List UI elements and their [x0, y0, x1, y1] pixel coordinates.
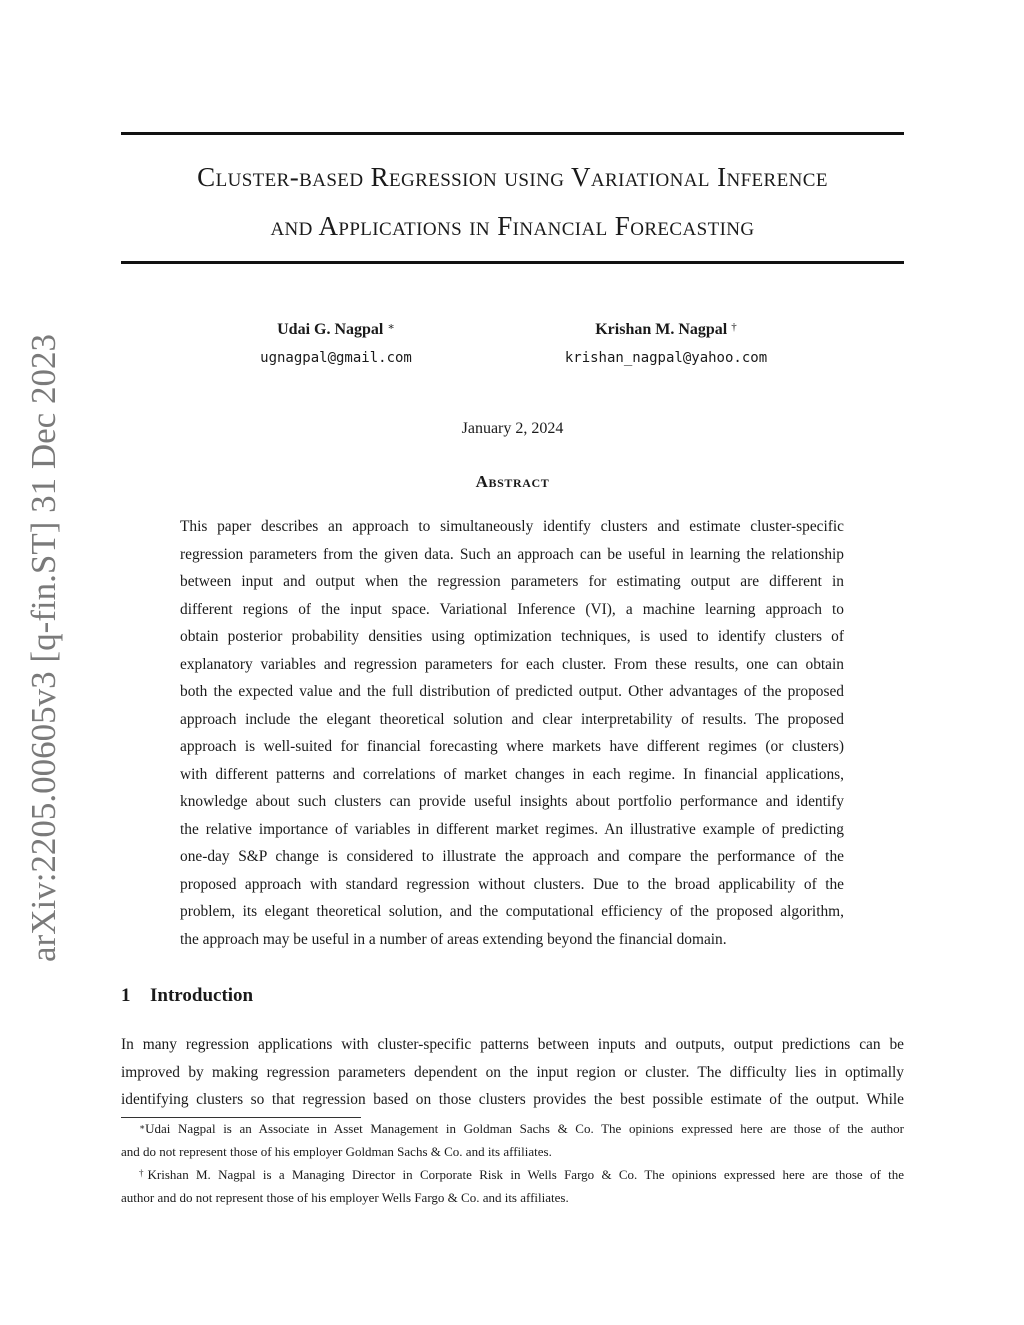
author-email-2[interactable]: krishan_nagpal@yahoo.com: [564, 350, 768, 366]
author-mark-1: ∗: [387, 321, 395, 333]
abstract-line: obtain posterior probability densities using optimization techniques, is used to identify clusters of: [180, 628, 844, 645]
section-heading-introduction: [121, 985, 253, 1007]
footnote-1-line-2: and do not represent those of his employer Goldman Sachs & Co. and its affiliates.: [121, 1144, 552, 1159]
abstract-line: both the expected value and the full distribution of predicted output. Other advantages of the proposed: [180, 683, 844, 700]
author-mark-2: †: [731, 321, 737, 333]
author-name-1: Udai G. Nagpal ∗: [277, 321, 395, 338]
abstract-line: different regions of the input space. Variational Inference (VI), a machine learning approach to: [180, 600, 844, 618]
abstract-line: regression parameters from the given data. Such an approach can be useful in learning the relationship: [180, 545, 844, 563]
abstract-text: [180, 516, 844, 956]
abstract-line: between input and output when the regression parameters for estimating output are different in: [180, 573, 844, 590]
arxiv-identifier-stamp: arXiv:2205.00605v3 [q-fin.ST] 31 Dec 2023: [24, 334, 63, 962]
introduction-text: [121, 1034, 904, 1117]
footnote-2-line-1: †Krishan M. Nagpal is a Managing Director in Corporate Risk in Wells Fargo & Co. The opinions expressed here are those of the: [139, 1167, 904, 1182]
section-title: Introduction: [150, 985, 254, 1006]
intro-line: identifying clusters so that regression based on those clusters provides the best possible estimate of the output. While: [121, 1091, 904, 1108]
title-bottom-rule: [121, 261, 904, 264]
paper-title-line-2: and Applications in Financial Forecasting: [270, 211, 755, 241]
intro-line: improved by making regression parameters dependent on the input region or cluster. The difficulty lies in optimally: [121, 1063, 904, 1081]
abstract-line: approach is well-suited for financial forecasting where markets have different regimes (or clusters): [180, 738, 844, 755]
abstract-line: with different patterns and correlations of market changes in each regime. In financial applications,: [180, 765, 844, 783]
abstract-line: one-day S&P change is considered to illustrate the approach and compare the performance of the: [180, 848, 844, 865]
author-email-1[interactable]: ugnagpal@gmail.com: [260, 350, 412, 366]
abstract-line: explanatory variables and regression parameters for each cluster. From these results, one can obtain: [180, 655, 844, 673]
footnote-mark-1: ∗: [139, 1122, 146, 1132]
abstract-line: the relative importance of variables in different market regimes. An illustrative example of predicting: [180, 820, 844, 838]
publication-date: January 2, 2024: [461, 420, 564, 437]
author-block-1: [166, 320, 506, 368]
footnote-1-line-1: ∗Udai Nagpal is an Associate in Asset Management in Goldman Sachs & Co. The opinions expressed here are those of the author: [139, 1121, 904, 1136]
footnote-2-line-2: author and do not represent those of his employer Wells Fargo & Co. and its affiliates.: [121, 1190, 569, 1205]
footnotes: [121, 1120, 904, 1212]
abstract-line: proposed approach with standard regression without clusters. Due to the broad applicability of the: [180, 875, 844, 893]
section-number: 1: [121, 985, 131, 1006]
intro-line: In many regression applications with cluster-specific patterns between inputs and outputs, output predictions can be: [121, 1036, 904, 1053]
author-name-2: Krishan M. Nagpal †: [595, 321, 737, 338]
abstract-line: knowledge about such clusters can provide useful insights about portfolio performance and identify: [180, 793, 844, 810]
abstract-line: This paper describes an approach to simultaneously identify clusters and estimate cluster-specific: [180, 518, 844, 535]
paper-title-line-1: Cluster-based Regression using Variational Inference: [197, 162, 828, 192]
title-top-rule: [121, 132, 904, 135]
abstract-line: the approach may be useful in a number of areas extending beyond the financial domain.: [180, 930, 727, 948]
abstract-line: approach include the elegant theoretical solution and clear interpretability of results. The proposed: [180, 710, 844, 728]
abstract-heading: Abstract: [475, 472, 550, 491]
footnote-separator: [121, 1117, 361, 1118]
footnote-mark-2: †: [139, 1168, 148, 1178]
abstract-line: problem, its elegant theoretical solution, and the computational efficiency of the proposed algorithm,: [180, 903, 844, 920]
author-block-2: [496, 320, 836, 368]
